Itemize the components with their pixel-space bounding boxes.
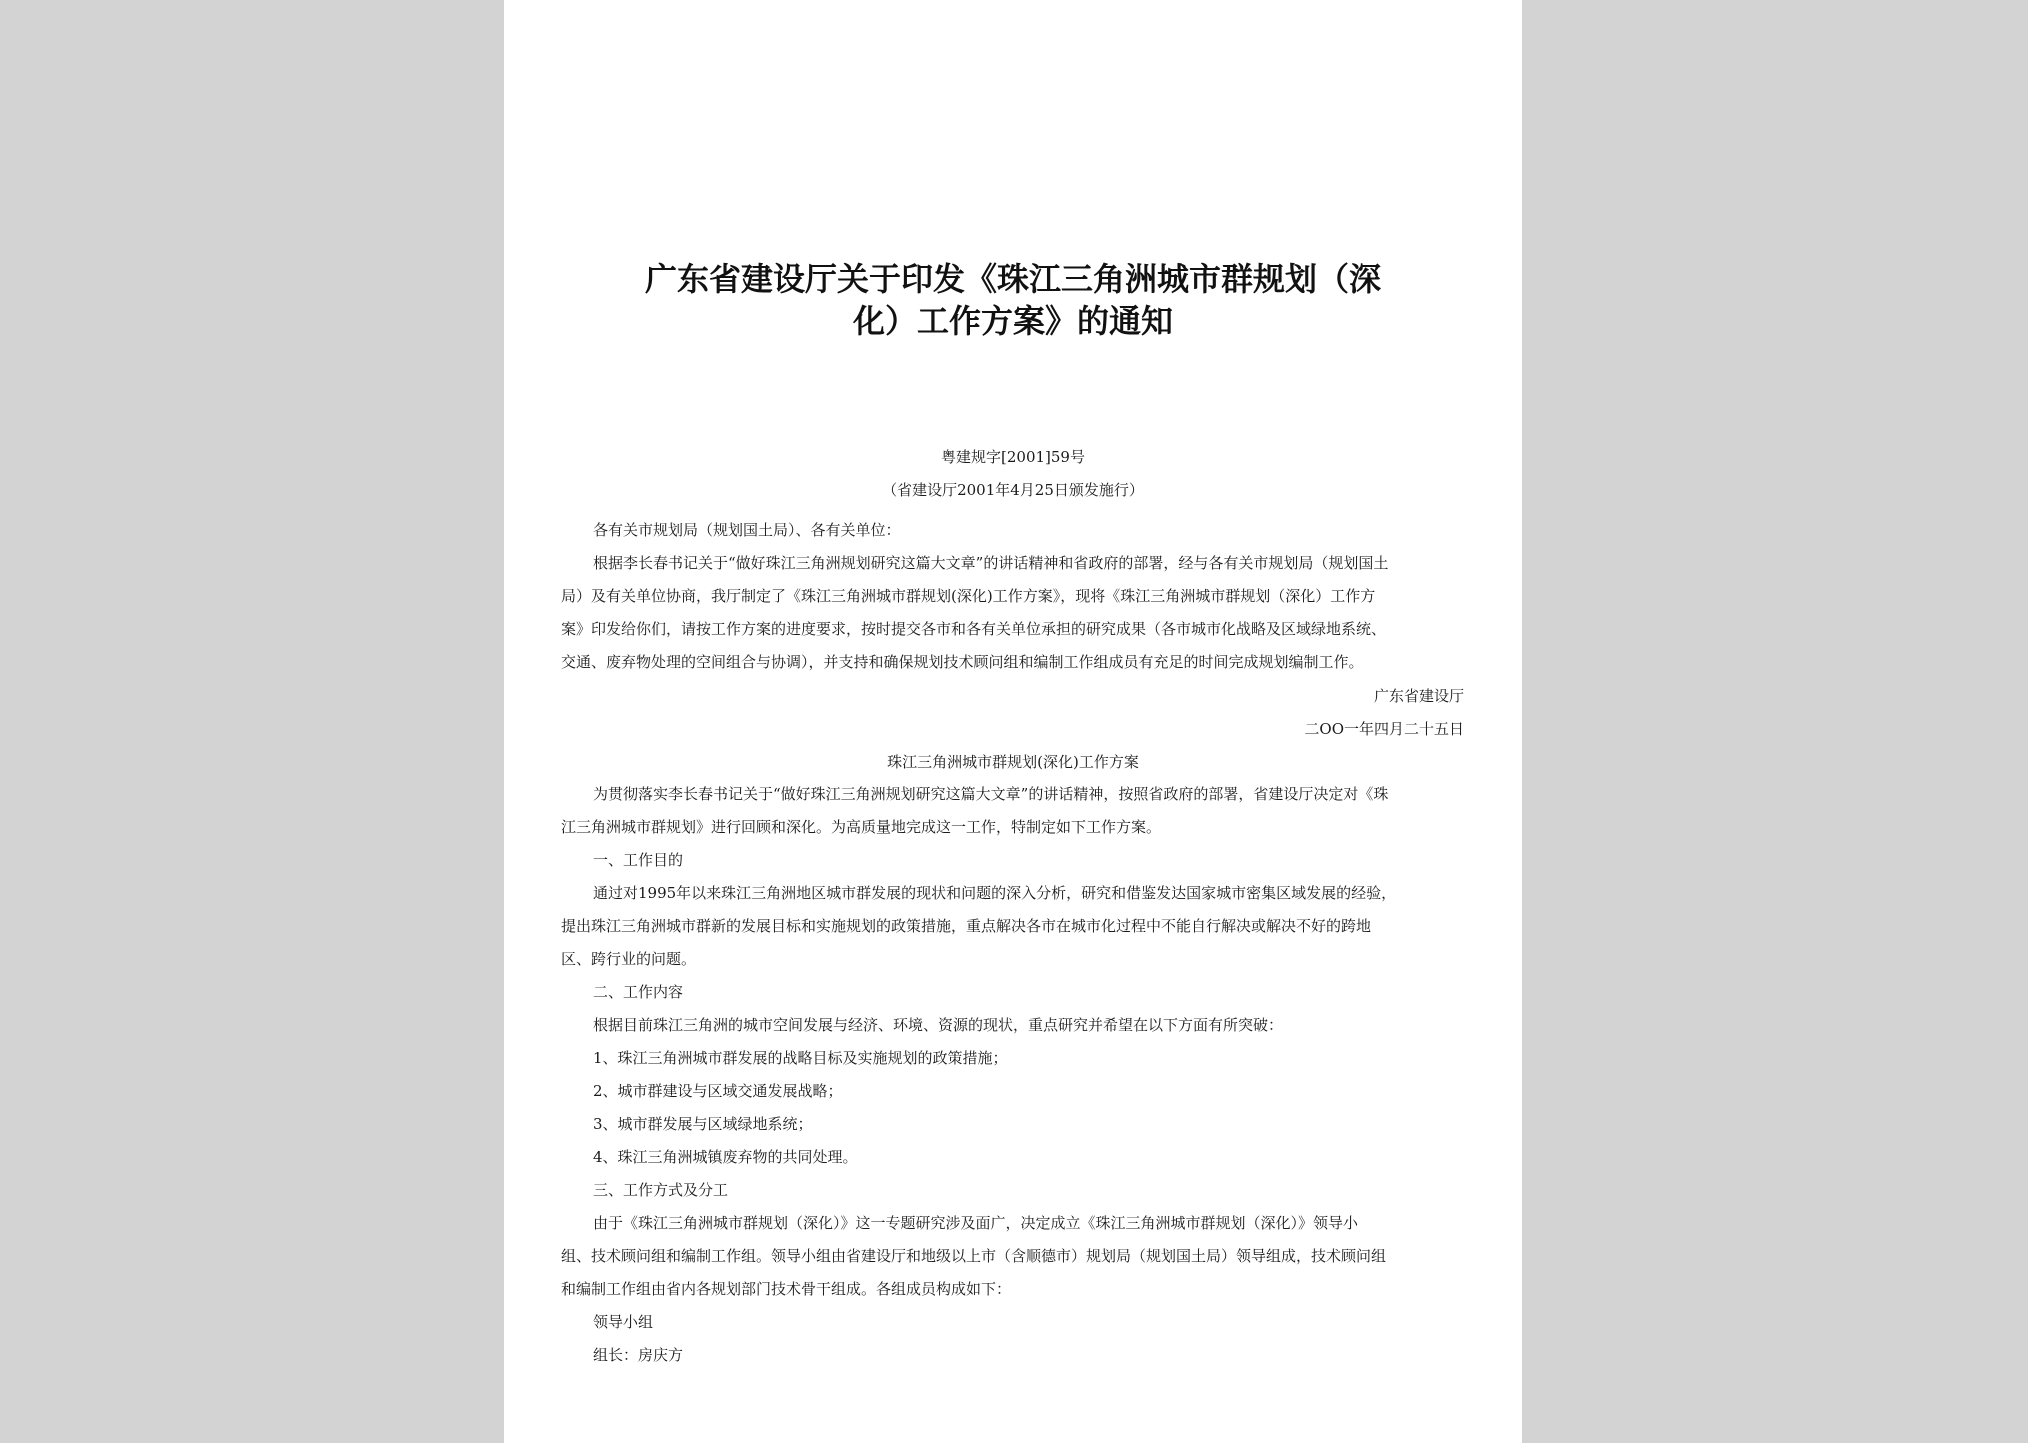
signature-date: 二OO一年四月二十五日 — [1304, 720, 1464, 738]
group-heading: 领导小组 — [593, 1313, 654, 1331]
paragraph-line: 提出珠江三角洲城市群新的发展目标和实施规划的政策措施，重点解决各市在城市化过程中不能自行解决或解决不好的跨地 — [561, 917, 1372, 935]
paragraph-line: 通过对1995年以来珠江三角洲地区城市群发展的现状和问题的深入分析，研究和借鉴发达国家城市密集区域发展的经验， — [593, 884, 1397, 902]
plan-title: 珠江三角洲城市群规划(深化)工作方案 — [887, 753, 1139, 771]
paragraph-line: 根据目前珠江三角洲的城市空间发展与经济、环境、资源的现状，重点研究并希望在以下方面有所突破： — [593, 1016, 1284, 1034]
list-item: 4、珠江三角洲城镇废弃物的共同处理。 — [593, 1148, 858, 1166]
list-item: 3、城市群发展与区域绿地系统； — [593, 1115, 813, 1133]
list-item: 2、城市群建设与区域交通发展战略； — [593, 1082, 843, 1100]
paragraph-line: 局）及有关单位协商，我厅制定了《珠江三角洲城市群规划(深化)工作方案》，现将《珠江三角洲城市群规划（深化）工作方 — [561, 587, 1376, 605]
paragraph-line: 由于《珠江三角洲城市群规划（深化）》这一专题研究涉及面广，决定成立《珠江三角洲城市群规划（深化）》领导小 — [593, 1214, 1359, 1232]
document-page — [504, 0, 1522, 1443]
addressee: 各有关市规划局（规划国土局）、各有关单位： — [593, 521, 901, 539]
document-number: 粤建规字[2001]59号 — [941, 448, 1085, 466]
document-title — [559, 258, 1467, 342]
section-heading: 三、工作方式及分工 — [593, 1181, 729, 1199]
title-line: 化）工作方案》的通知 — [852, 302, 1173, 340]
paragraph-line: 江三角洲城市群规划》进行回顾和深化。为高质量地完成这一工作，特制定如下工作方案。 — [561, 818, 1162, 836]
paragraph-line: 组、技术顾问组和编制工作组。领导小组由省建设厅和地级以上市（含顺德市）规划局（规划国土局）领导组成，技术顾问组 — [561, 1247, 1387, 1265]
plan-body — [561, 778, 1471, 1372]
paragraph-line: 根据李长春书记关于“做好珠江三角洲规划研究这篇大文章”的讲话精神和省政府的部署，经与各有关市规划局（规划国土 — [593, 554, 1389, 572]
signature-org: 广东省建设厅 — [1373, 687, 1464, 705]
title-line: 广东省建设厅关于印发《珠江三角洲城市群规划（深 — [644, 260, 1381, 298]
paragraph-line: 区、跨行业的问题。 — [561, 950, 697, 968]
paragraph-line: 和编制工作组由省内各规划部门技术骨干组成。各组成员构成如下： — [561, 1280, 1012, 1298]
paragraph-line: 为贯彻落实李长春书记关于“做好珠江三角洲规划研究这篇大文章”的讲话精神，按照省政府的部署，省建设厅决定对《珠 — [593, 785, 1389, 803]
group-leader: 组长：房庆方 — [593, 1346, 684, 1364]
paragraph-line: 案》印发给你们，请按工作方案的进度要求，按时提交各市和各有关单位承担的研究成果（各市城市化战略及区域绿地系统、 — [561, 620, 1387, 638]
list-item: 1、珠江三角洲城市群发展的战略目标及实施规划的政策措施； — [593, 1049, 1008, 1067]
section-heading: 一、工作目的 — [593, 851, 684, 869]
issue-note: （省建设厅2001年4月25日颁发施行） — [882, 481, 1144, 499]
notice-body — [561, 514, 1471, 679]
paragraph-line: 交通、废弃物处理的空间组合与协调），并支持和确保规划技术顾问组和编制工作组成员有充足的时间完成规划编制工作。 — [561, 653, 1364, 671]
section-heading: 二、工作内容 — [593, 983, 684, 1001]
